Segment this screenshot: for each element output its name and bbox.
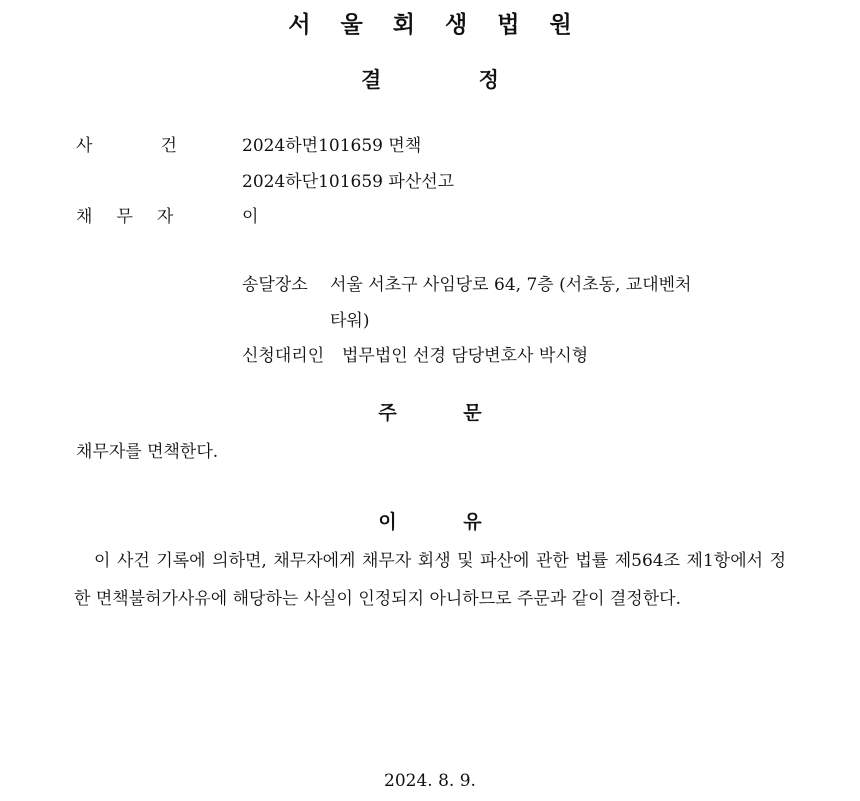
service-address-line-2: 타워)	[330, 311, 370, 331]
document-type-title: 결 정	[361, 68, 499, 92]
decision-date: 2024. 8. 9.	[384, 771, 476, 791]
case-number-line-1: 2024하면101659 면책	[242, 136, 422, 156]
agent-value: 법무법인 선경 담당변호사 박시형	[342, 346, 589, 366]
reason-text: 이 사건 기록에 의하면, 채무자에게 채무자 회생 및 파산에 관한 법률 제564조 제1항에서 정한 면책불허가사유에 해당하는 사실이 인정되지 아니하므로 주문과 같이 결정한다.	[74, 551, 786, 609]
court-name: 서 울 회 생 법 원	[288, 12, 583, 38]
case-label: 사 건	[76, 136, 177, 156]
order-heading: 주 문	[378, 402, 482, 424]
debtor-label: 채 무 자	[76, 207, 174, 227]
order-text: 채무자를 면책한다.	[76, 442, 219, 462]
reason-heading: 이 유	[378, 511, 482, 533]
debtor-name: 이	[242, 207, 259, 227]
service-address-label: 송달장소	[242, 275, 308, 295]
service-address-line-1: 서울 서초구 사임당로 64, 7층 (서초동, 교대벤처	[330, 275, 692, 295]
agent-label: 신청대리인	[242, 346, 325, 366]
case-number-line-2: 2024하단101659 파산선고	[242, 172, 455, 192]
